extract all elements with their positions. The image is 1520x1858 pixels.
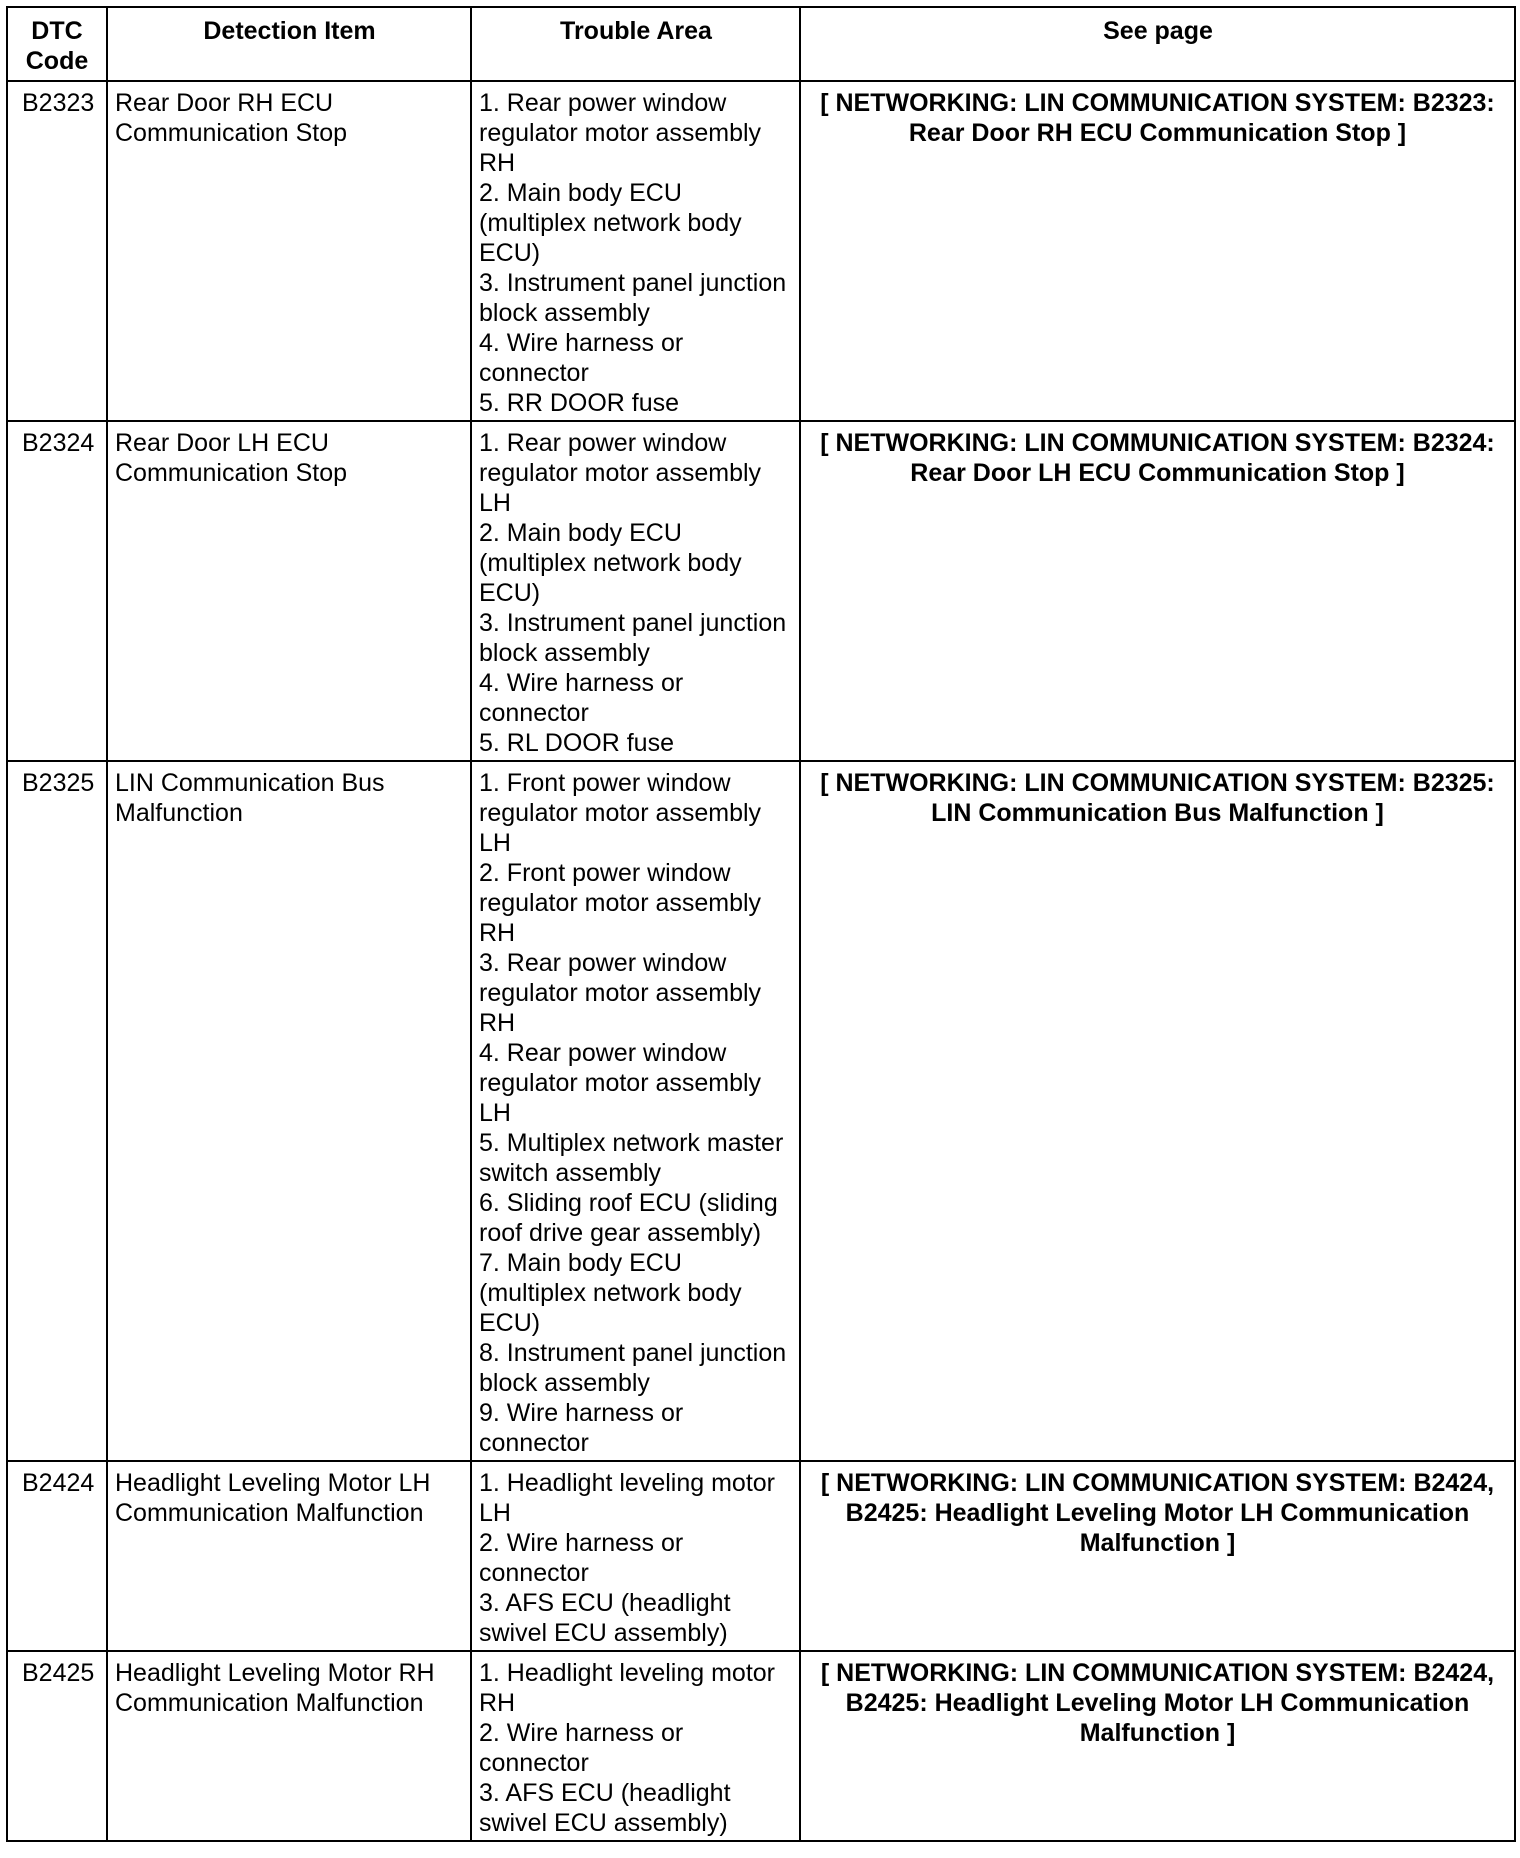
dtc-code-cell xyxy=(7,761,107,1461)
detection-item-cell xyxy=(107,1461,471,1651)
header-dtc-code xyxy=(7,7,107,81)
trouble-area-item: 5. RL DOOR fuse xyxy=(479,729,674,757)
trouble-area-item: 2. Front power window regulator motor assembly RH xyxy=(479,859,762,947)
trouble-area-item: 2. Main body ECU (multiplex network body ECU) xyxy=(479,179,742,267)
trouble-area-cell xyxy=(471,1651,800,1841)
trouble-area-item: 3. AFS ECU (headlight swivel ECU assembly) xyxy=(479,1779,731,1837)
trouble-area-item: 4. Wire harness or connector xyxy=(479,669,684,727)
trouble-area-list xyxy=(479,428,793,758)
see-page-cell xyxy=(800,1651,1515,1841)
trouble-area-item: 2. Wire harness or connector xyxy=(479,1529,684,1587)
trouble-area-item: 6. Sliding roof ECU (sliding roof drive gear assembly) xyxy=(479,1189,778,1247)
trouble-area-item: 4. Rear power window regulator motor assembly LH xyxy=(479,1039,762,1127)
trouble-area-item: 2. Main body ECU (multiplex network body ECU) xyxy=(479,519,742,607)
trouble-area-item: 3. AFS ECU (headlight swivel ECU assembly) xyxy=(479,1589,731,1647)
dtc-code: B2424 xyxy=(22,1469,95,1497)
table-row-b2425 xyxy=(7,1651,1515,1841)
trouble-area-list xyxy=(479,1468,793,1648)
detection-item: Rear Door LH ECU Communication Stop xyxy=(115,429,348,487)
see-page-cell xyxy=(800,421,1515,761)
dtc-code-cell xyxy=(7,1651,107,1841)
trouble-area-item: 1. Front power window regulator motor assembly LH xyxy=(479,769,762,857)
trouble-area-item: 5. RR DOOR fuse xyxy=(479,389,680,417)
header-dtc-code-line2: Code xyxy=(25,47,89,75)
detection-item-cell xyxy=(107,1651,471,1841)
trouble-area-list xyxy=(479,768,793,1458)
table-row-b2325 xyxy=(7,761,1515,1461)
see-page-link[interactable]: [ NETWORKING: LIN COMMUNICATION SYSTEM: B2323: Rear Door RH ECU Communication Stop ] xyxy=(820,89,1495,147)
see-page-link[interactable]: [ NETWORKING: LIN COMMUNICATION SYSTEM: B2325: LIN Communication Bus Malfunction ] xyxy=(820,769,1495,827)
dtc-code-cell xyxy=(7,421,107,761)
trouble-area-item: 4. Wire harness or connector xyxy=(479,329,684,387)
trouble-area-cell xyxy=(471,761,800,1461)
see-page-link[interactable]: [ NETWORKING: LIN COMMUNICATION SYSTEM: B2424, B2425: Headlight Leveling Motor LH Communication Malfunction ] xyxy=(820,1469,1495,1557)
trouble-area-item: 1. Headlight leveling motor RH xyxy=(479,1659,775,1717)
trouble-area-item: 2. Wire harness or connector xyxy=(479,1719,684,1777)
table-row-b2323 xyxy=(7,81,1515,421)
trouble-area-list xyxy=(479,88,793,418)
detection-item-cell xyxy=(107,81,471,421)
dtc-code-cell xyxy=(7,81,107,421)
see-page-cell xyxy=(800,81,1515,421)
table-body xyxy=(7,81,1515,1841)
see-page-cell xyxy=(800,761,1515,1461)
trouble-area-cell xyxy=(471,1461,800,1651)
dtc-table xyxy=(6,6,1516,1842)
trouble-area-item: 1. Headlight leveling motor LH xyxy=(479,1469,775,1527)
header-detection-item: Detection Item xyxy=(107,7,471,81)
detection-item: Headlight Leveling Motor LH Communication Malfunction xyxy=(115,1469,431,1527)
header-see-page: See page xyxy=(800,7,1515,81)
see-page-cell xyxy=(800,1461,1515,1651)
trouble-area-item: 1. Rear power window regulator motor assembly RH xyxy=(479,89,762,177)
see-page-link[interactable]: [ NETWORKING: LIN COMMUNICATION SYSTEM: B2324: Rear Door LH ECU Communication Stop ] xyxy=(820,429,1495,487)
trouble-area-item: 3. Instrument panel junction block assembly xyxy=(479,269,787,327)
dtc-code: B2325 xyxy=(22,769,95,797)
table-header xyxy=(7,7,1515,81)
table-row-b2424 xyxy=(7,1461,1515,1651)
trouble-area-cell xyxy=(471,81,800,421)
detection-item-cell xyxy=(107,421,471,761)
trouble-area-cell xyxy=(471,421,800,761)
detection-item: Headlight Leveling Motor RH Communication Malfunction xyxy=(115,1659,435,1717)
dtc-code: B2425 xyxy=(22,1659,95,1687)
trouble-area-item: 3. Rear power window regulator motor assembly RH xyxy=(479,949,762,1037)
detection-item: LIN Communication Bus Malfunction xyxy=(115,769,385,827)
header-trouble-area: Trouble Area xyxy=(471,7,800,81)
detection-item-cell xyxy=(107,761,471,1461)
dtc-code: B2324 xyxy=(22,429,95,457)
table-row-b2324 xyxy=(7,421,1515,761)
trouble-area-item: 7. Main body ECU (multiplex network body ECU) xyxy=(479,1249,742,1337)
header-row xyxy=(7,7,1515,81)
trouble-area-item: 9. Wire harness or connector xyxy=(479,1399,684,1457)
dtc-code-cell xyxy=(7,1461,107,1651)
trouble-area-item: 5. Multiplex network master switch assembly xyxy=(479,1129,784,1187)
dtc-code: B2323 xyxy=(22,89,95,117)
trouble-area-item: 8. Instrument panel junction block assembly xyxy=(479,1339,787,1397)
trouble-area-list xyxy=(479,1658,793,1838)
see-page-link[interactable]: [ NETWORKING: LIN COMMUNICATION SYSTEM: B2424, B2425: Headlight Leveling Motor LH Communication Malfunction ] xyxy=(820,1659,1495,1747)
header-dtc-code-line1: DTC xyxy=(31,17,83,45)
trouble-area-item: 1. Rear power window regulator motor assembly LH xyxy=(479,429,762,517)
detection-item: Rear Door RH ECU Communication Stop xyxy=(115,89,348,147)
trouble-area-item: 3. Instrument panel junction block assembly xyxy=(479,609,787,667)
